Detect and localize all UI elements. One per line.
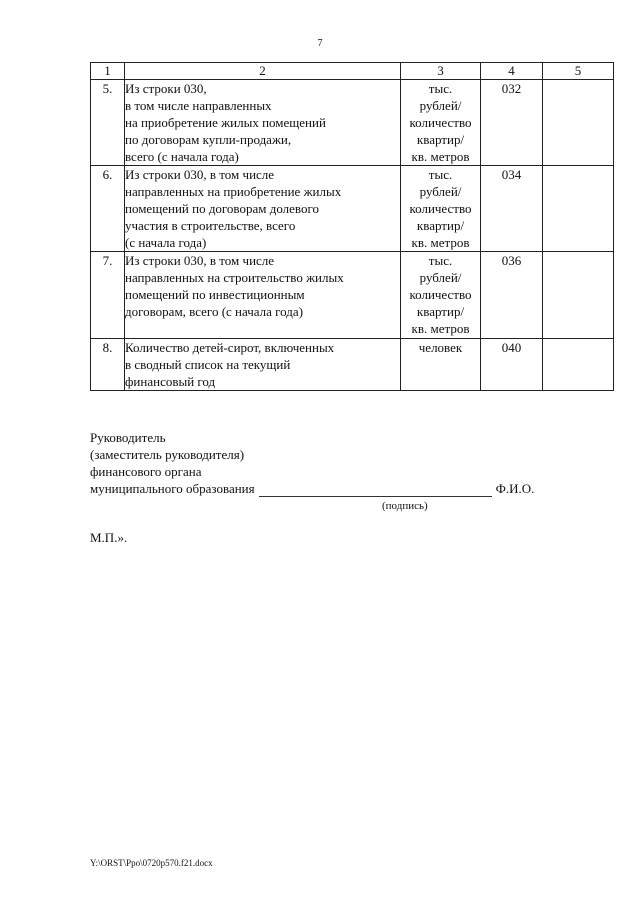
- signatory-title-line: муниципального образования: [90, 481, 255, 496]
- signatory-title-line: финансового органа: [90, 464, 202, 479]
- row-value: [543, 339, 614, 391]
- signatory-title-line: Руководитель: [90, 430, 166, 445]
- row-description: Из строки 030, в том числе направленных на строительство жилых помещений по инвестиционным договорам, всего (с начала года): [125, 252, 401, 339]
- column-header: 2: [125, 63, 401, 80]
- row-description: Из строки 030, в том числе направленных на приобретение жилых помещений по договорам купли-продажи, всего (с начала года): [125, 80, 401, 166]
- row-number: 6.: [91, 166, 125, 252]
- table-row: [91, 252, 614, 339]
- row-number: 5.: [91, 80, 125, 166]
- table-row: [91, 166, 614, 252]
- row-number: 8.: [91, 339, 125, 391]
- row-number: 7.: [91, 252, 125, 339]
- row-description: Из строки 030, в том числе направленных на приобретение жилых помещений по договорам долевого участия в строительстве, всего (с начала года): [125, 166, 401, 252]
- row-value: [543, 166, 614, 252]
- signature-caption: (подпись): [382, 500, 428, 512]
- report-table: [90, 62, 614, 391]
- row-code: 036: [481, 252, 543, 339]
- table-row: [91, 80, 614, 166]
- row-code: 040: [481, 339, 543, 391]
- file-path-footer: Y:\ORST\Ppo\0720p570.f21.docx: [90, 858, 213, 868]
- row-value: [543, 80, 614, 166]
- stamp-placeholder: М.П.».: [90, 530, 128, 545]
- column-header: 4: [481, 63, 543, 80]
- row-unit: тыс. рублей/ количество квартир/ кв. метров: [401, 252, 481, 339]
- signature-line-row: [90, 480, 534, 497]
- table-header-row: [91, 63, 614, 80]
- row-unit: тыс. рублей/ количество квартир/ кв. метров: [401, 166, 481, 252]
- full-name-label: Ф.И.О.: [495, 481, 535, 496]
- row-description: Количество детей-сирот, включенных в сводный список на текущий финансовый год: [125, 339, 401, 391]
- row-code: 034: [481, 166, 543, 252]
- column-header: 1: [91, 63, 125, 80]
- column-header: 3: [401, 63, 481, 80]
- row-unit: человек: [401, 339, 481, 391]
- row-unit: тыс. рублей/ количество квартир/ кв. метров: [401, 80, 481, 166]
- column-header: 5: [543, 63, 614, 80]
- signature-field: [259, 482, 492, 497]
- signatory-title-line: (заместитель руководителя): [90, 447, 245, 462]
- row-code: 032: [481, 80, 543, 166]
- table-row: [91, 339, 614, 391]
- row-value: [543, 252, 614, 339]
- page-number: 7: [317, 38, 323, 49]
- signature-block: [90, 429, 534, 515]
